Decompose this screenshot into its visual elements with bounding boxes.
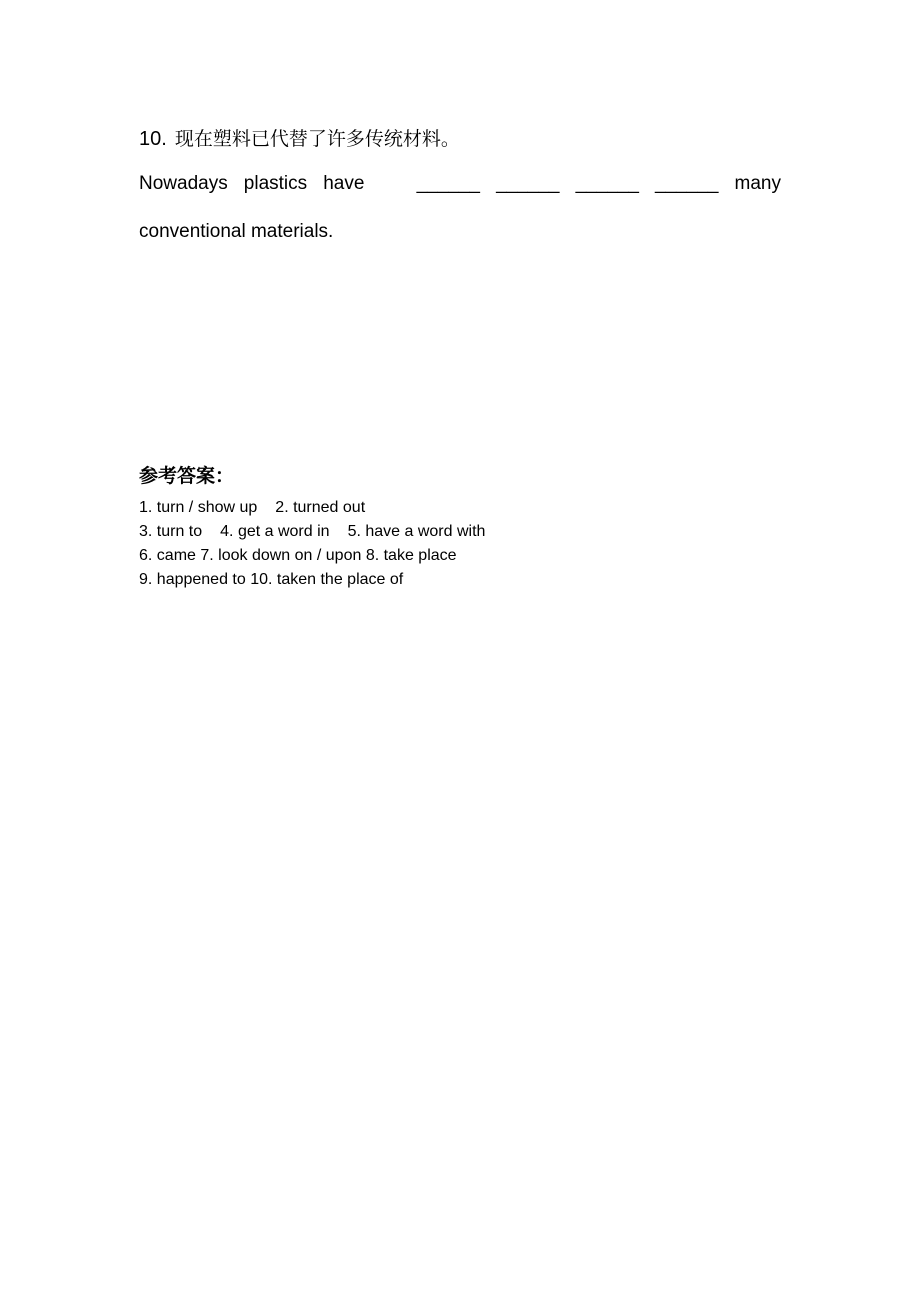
answer-line (139, 523, 485, 541)
answer-line (139, 547, 457, 565)
chinese-sentence: 现在塑料已代替了许多传统材料。 (174, 128, 460, 150)
answer-line (139, 499, 365, 517)
word: have (323, 173, 365, 194)
blank-4[interactable]: ______ (655, 173, 719, 194)
word: Nowadays (139, 173, 228, 194)
english-sentence-continuation: conventional materials. (139, 221, 334, 242)
blank-2[interactable]: ______ (496, 173, 560, 194)
answer-item: 2. turned out (275, 499, 366, 516)
question-10-prompt (139, 124, 460, 151)
blank-3[interactable]: ______ (575, 173, 639, 194)
english-sentence-line (139, 173, 781, 195)
question-number: 10. (139, 128, 167, 150)
answer-item: 3. turn to (139, 523, 203, 540)
answer-key-title: 参考答案： (139, 465, 235, 487)
answer-item: 1. turn / show up (139, 499, 258, 516)
answer-line (139, 571, 403, 589)
answer-item: 5. have a word with (347, 523, 486, 540)
blank-1[interactable]: ______ (416, 173, 480, 194)
word: many (734, 173, 781, 194)
answer-item: 6. came 7. look down on / upon 8. take place (139, 547, 457, 564)
answer-item: 9. happened to 10. taken the place of (139, 571, 404, 588)
word: plastics (243, 173, 308, 194)
answer-item: 4. get a word in (220, 523, 330, 540)
